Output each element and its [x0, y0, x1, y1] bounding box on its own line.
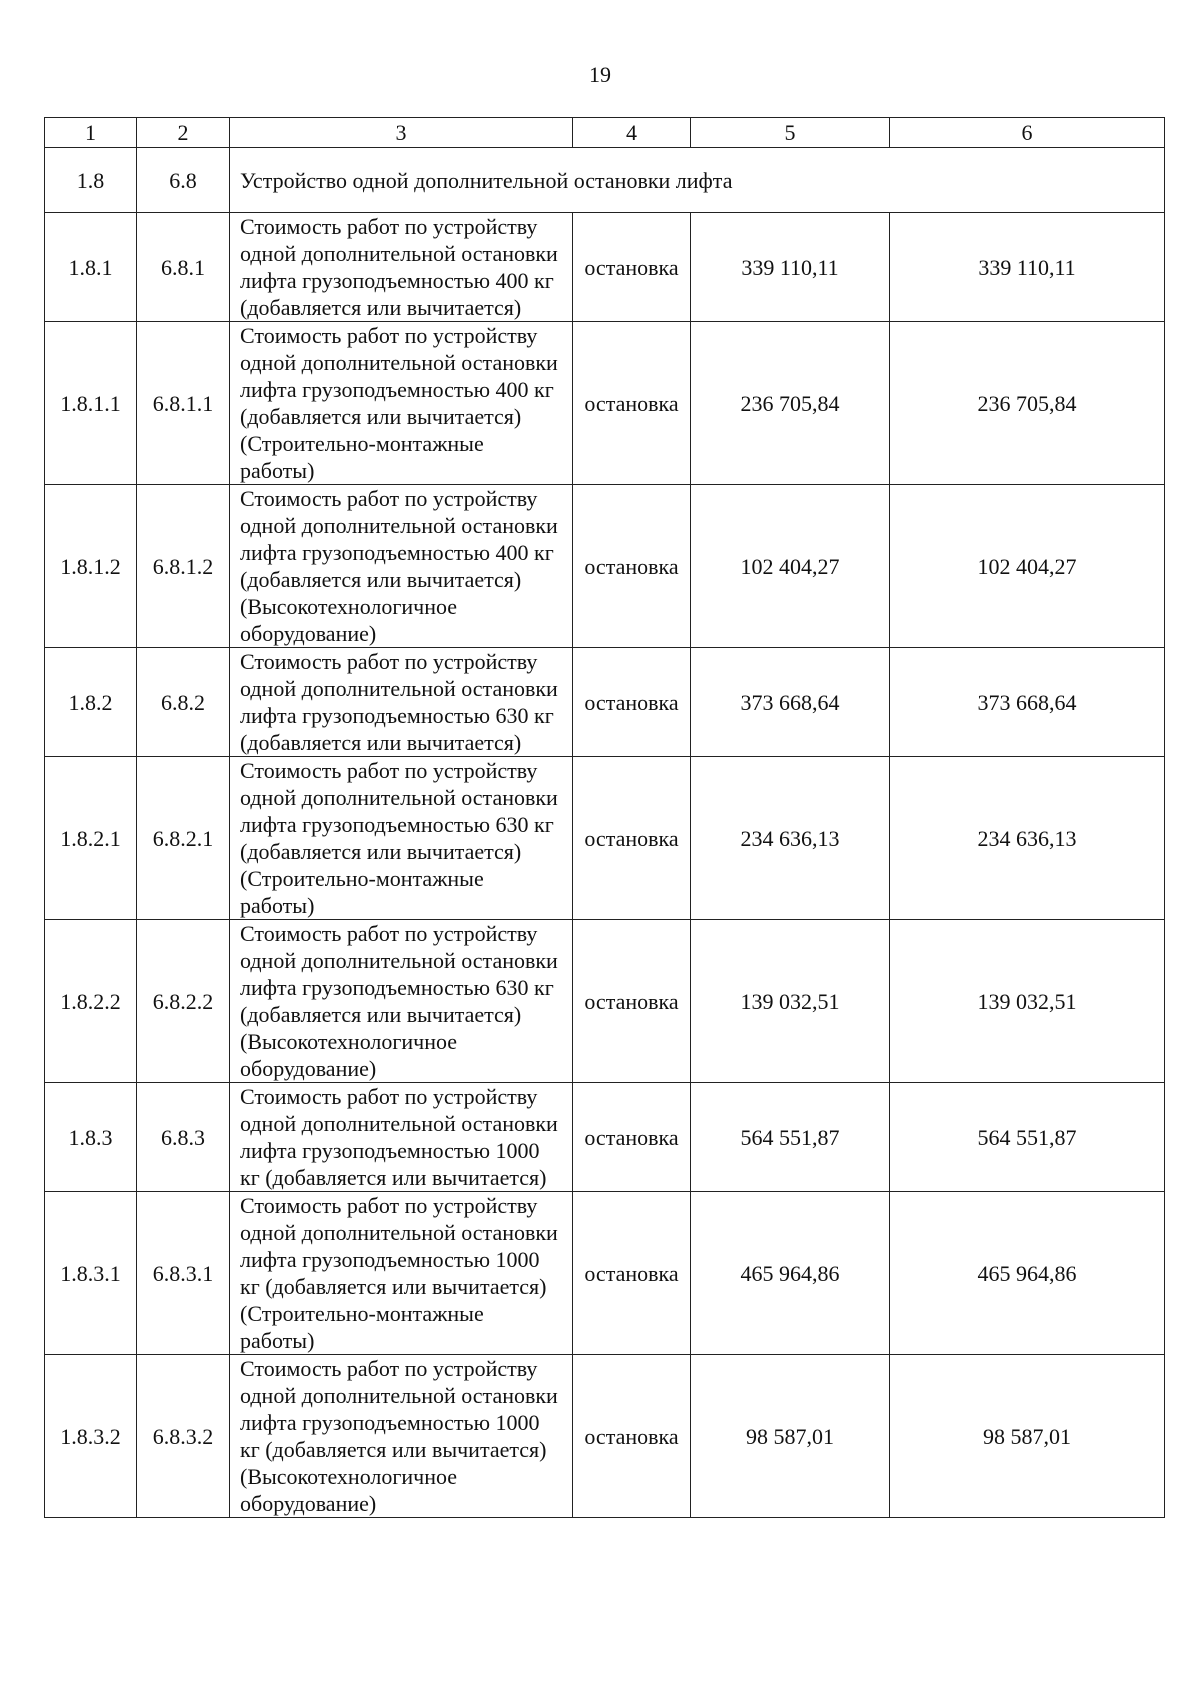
description-line: (Строительно-монтажные	[240, 431, 484, 456]
description-line: (Высокотехнологичное	[240, 594, 458, 619]
row-code-1: 1.8.1.1	[45, 322, 137, 485]
description-line: Стоимость работ по устройству	[240, 323, 538, 348]
row-description	[230, 485, 573, 648]
table-body	[45, 118, 1165, 1518]
description-line: оборудование)	[240, 1491, 377, 1516]
row-value-5: 465 964,86	[691, 1192, 890, 1355]
row-description	[230, 1355, 573, 1518]
description-line: одной дополнительной остановки	[240, 1383, 558, 1408]
description-line: одной дополнительной остановки	[240, 1111, 558, 1136]
description-line: (добавляется или вычитается)	[240, 567, 522, 592]
description-line: одной дополнительной остановки	[240, 241, 558, 266]
row-unit: остановка	[573, 757, 691, 920]
column-number-3: 3	[230, 118, 573, 148]
row-description	[230, 1083, 573, 1192]
table-row	[45, 648, 1165, 757]
row-value-6: 236 705,84	[890, 322, 1165, 485]
description-line: одной дополнительной остановки	[240, 676, 558, 701]
row-value-6: 98 587,01	[890, 1355, 1165, 1518]
description-line: работы)	[240, 458, 315, 483]
description-line: лифта грузоподъемностью 400 кг	[240, 268, 554, 293]
row-value-5: 236 705,84	[691, 322, 890, 485]
description-line: кг (добавляется или вычитается)	[240, 1165, 547, 1190]
row-code-1: 1.8.2.2	[45, 920, 137, 1083]
description-line: лифта грузоподъемностью 630 кг	[240, 703, 554, 728]
table-row	[45, 920, 1165, 1083]
page-number: 19	[589, 62, 611, 87]
row-description	[230, 322, 573, 485]
description-line: Стоимость работ по устройству	[240, 1084, 538, 1109]
row-value-5: 102 404,27	[691, 485, 890, 648]
description-line: лифта грузоподъемностью 1000	[240, 1410, 540, 1435]
table-row	[45, 1355, 1165, 1518]
description-line: работы)	[240, 1328, 315, 1353]
row-value-6: 234 636,13	[890, 757, 1165, 920]
row-value-5: 234 636,13	[691, 757, 890, 920]
table-row	[45, 213, 1165, 322]
description-line: (добавляется или вычитается)	[240, 404, 522, 429]
table-row	[45, 1083, 1165, 1192]
row-value-6: 564 551,87	[890, 1083, 1165, 1192]
row-code-1: 1.8.3.1	[45, 1192, 137, 1355]
row-description	[230, 757, 573, 920]
description-line: лифта грузоподъемностью 630 кг	[240, 975, 554, 1000]
row-value-6: 373 668,64	[890, 648, 1165, 757]
description-line: лифта грузоподъемностью 630 кг	[240, 812, 554, 837]
price-table	[44, 117, 1165, 1518]
description-line: одной дополнительной остановки	[240, 785, 558, 810]
section-row	[45, 148, 1165, 213]
column-number-5: 5	[691, 118, 890, 148]
row-value-5: 339 110,11	[691, 213, 890, 322]
row-code-1: 1.8.3.2	[45, 1355, 137, 1518]
column-number-4: 4	[573, 118, 691, 148]
description-line: (Строительно-монтажные	[240, 1301, 484, 1326]
column-number-6: 6	[890, 118, 1165, 148]
description-line: одной дополнительной остановки	[240, 1220, 558, 1245]
row-code-2: 6.8.3	[137, 1083, 230, 1192]
table-row	[45, 322, 1165, 485]
description-line: одной дополнительной остановки	[240, 948, 558, 973]
row-description	[230, 213, 573, 322]
section-code-2: 6.8	[137, 148, 230, 213]
row-value-6: 465 964,86	[890, 1192, 1165, 1355]
row-value-6: 139 032,51	[890, 920, 1165, 1083]
row-unit: остановка	[573, 213, 691, 322]
description-line: лифта грузоподъемностью 1000	[240, 1138, 540, 1163]
row-description	[230, 1192, 573, 1355]
description-line: оборудование)	[240, 621, 377, 646]
description-line: кг (добавляется или вычитается)	[240, 1274, 547, 1299]
column-number-1: 1	[45, 118, 137, 148]
description-line: кг (добавляется или вычитается)	[240, 1437, 547, 1462]
section-title: Устройство одной дополнительной остановки лифта	[230, 148, 1165, 213]
row-unit: остановка	[573, 485, 691, 648]
row-code-2: 6.8.2	[137, 648, 230, 757]
row-description	[230, 920, 573, 1083]
row-code-2: 6.8.2.1	[137, 757, 230, 920]
row-code-2: 6.8.2.2	[137, 920, 230, 1083]
description-line: работы)	[240, 893, 315, 918]
row-unit: остановка	[573, 1355, 691, 1518]
row-code-1: 1.8.3	[45, 1083, 137, 1192]
row-value-5: 564 551,87	[691, 1083, 890, 1192]
description-line: (Высокотехнологичное	[240, 1464, 458, 1489]
description-line: Стоимость работ по устройству	[240, 758, 538, 783]
description-line: Стоимость работ по устройству	[240, 649, 538, 674]
row-code-2: 6.8.3.1	[137, 1192, 230, 1355]
description-line: Стоимость работ по устройству	[240, 486, 538, 511]
row-code-1: 1.8.2.1	[45, 757, 137, 920]
description-line: лифта грузоподъемностью 400 кг	[240, 540, 554, 565]
row-value-5: 373 668,64	[691, 648, 890, 757]
table-row	[45, 485, 1165, 648]
description-line: Стоимость работ по устройству	[240, 214, 538, 239]
description-line: (добавляется или вычитается)	[240, 295, 522, 320]
description-line: Стоимость работ по устройству	[240, 1356, 538, 1381]
row-code-2: 6.8.1.1	[137, 322, 230, 485]
row-code-2: 6.8.1.2	[137, 485, 230, 648]
description-line: одной дополнительной остановки	[240, 513, 558, 538]
row-value-6: 339 110,11	[890, 213, 1165, 322]
row-unit: остановка	[573, 920, 691, 1083]
row-value-5: 139 032,51	[691, 920, 890, 1083]
row-description	[230, 648, 573, 757]
description-line: (Высокотехнологичное	[240, 1029, 458, 1054]
column-number-row	[45, 118, 1165, 148]
description-line: (добавляется или вычитается)	[240, 839, 522, 864]
description-line: (добавляется или вычитается)	[240, 1002, 522, 1027]
section-code-1: 1.8	[45, 148, 137, 213]
row-unit: остановка	[573, 322, 691, 485]
description-line: одной дополнительной остановки	[240, 350, 558, 375]
description-line: лифта грузоподъемностью 400 кг	[240, 377, 554, 402]
column-number-2: 2	[137, 118, 230, 148]
row-unit: остановка	[573, 1083, 691, 1192]
description-line: Стоимость работ по устройству	[240, 921, 538, 946]
row-code-2: 6.8.3.2	[137, 1355, 230, 1518]
row-value-6: 102 404,27	[890, 485, 1165, 648]
description-line: лифта грузоподъемностью 1000	[240, 1247, 540, 1272]
row-code-1: 1.8.2	[45, 648, 137, 757]
description-line: (добавляется или вычитается)	[240, 730, 522, 755]
row-value-5: 98 587,01	[691, 1355, 890, 1518]
table-row	[45, 1192, 1165, 1355]
row-code-1: 1.8.1	[45, 213, 137, 322]
row-code-2: 6.8.1	[137, 213, 230, 322]
description-line: оборудование)	[240, 1056, 377, 1081]
row-unit: остановка	[573, 1192, 691, 1355]
table-row	[45, 757, 1165, 920]
description-line: Стоимость работ по устройству	[240, 1193, 538, 1218]
row-code-1: 1.8.1.2	[45, 485, 137, 648]
description-line: (Строительно-монтажные	[240, 866, 484, 891]
row-unit: остановка	[573, 648, 691, 757]
